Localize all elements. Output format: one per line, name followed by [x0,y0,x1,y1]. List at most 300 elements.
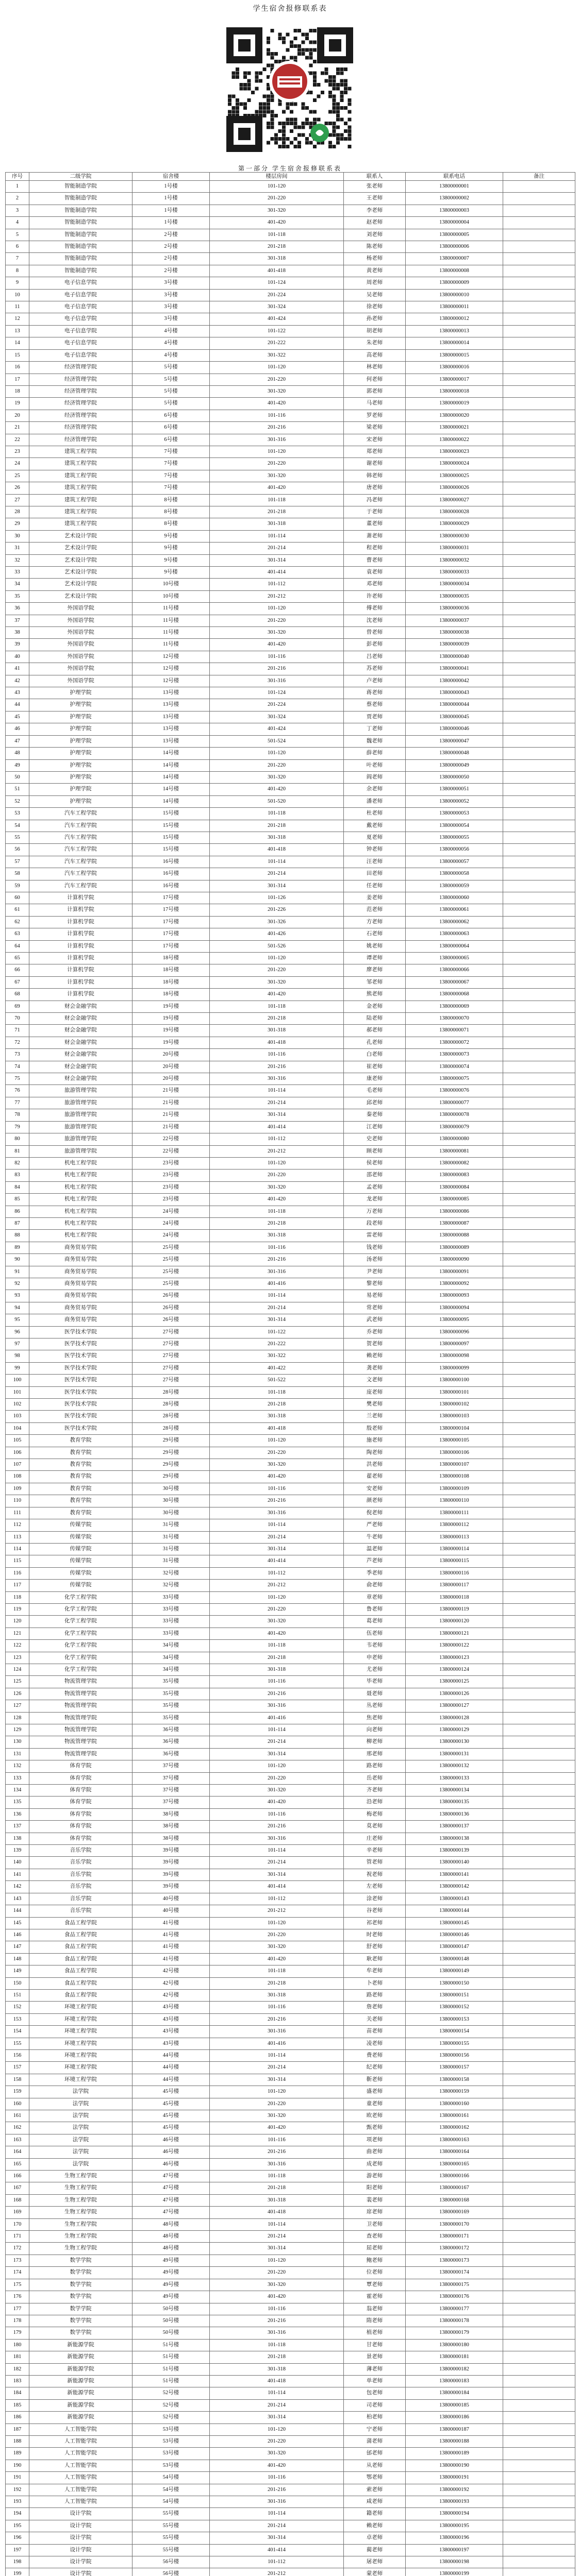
table-cell: 54号楼 [132,2484,210,2496]
table-cell: 13800000061 [406,904,503,916]
table-cell: 501-520 [210,795,344,807]
table-cell [503,2013,575,2025]
table-row [6,1845,575,1857]
table-cell: 电子信息学院 [29,301,132,313]
table-cell: 9 [6,277,29,289]
table-row [6,2315,575,2327]
table-cell: 5号楼 [132,398,210,410]
table-cell: 13800000078 [406,1109,503,1121]
table-cell: 201-216 [210,663,344,675]
qr-code-icon[interactable] [224,25,356,155]
table-cell: 90 [6,1254,29,1266]
table-cell: 13800000001 [406,181,503,193]
table-cell: 化学工程学院 [29,1640,132,1652]
table-row [6,1567,575,1579]
table-cell: 201-214 [210,1531,344,1543]
table-cell: 143 [6,1893,29,1905]
table-cell: 13800000116 [406,1567,503,1579]
table-cell: 21号楼 [132,1109,210,1121]
table-cell: 13800000083 [406,1170,503,1181]
table-cell: 120 [6,1616,29,1628]
table-row [6,2182,575,2194]
table-cell: 101-114 [210,530,344,542]
table-cell: 6号楼 [132,410,210,421]
table-cell: 13800000129 [406,1724,503,1736]
table-cell: 数学学院 [29,2327,132,2339]
table-cell [503,494,575,506]
table-cell: 101-118 [210,1206,344,1217]
table-cell: 护理学院 [29,735,132,747]
table-cell: 32号楼 [132,1580,210,1591]
table-cell [503,1206,575,1217]
table-cell: 计算机学院 [29,964,132,976]
table-cell [503,1797,575,1808]
table-cell: 13800000167 [406,2182,503,2194]
table-cell: 医学技术学院 [29,1422,132,1434]
table-cell: 程老师 [344,543,406,554]
table-cell: 13800000054 [406,820,503,832]
table-row [6,1302,575,1314]
table-row [6,844,575,856]
table-cell [503,1893,575,1905]
table-cell [503,1181,575,1193]
table-cell: 体育学院 [29,1785,132,1797]
table-cell: 13800000034 [406,579,503,590]
table-cell [503,1821,575,1833]
table-cell: 36号楼 [132,1724,210,1736]
table-cell: 64 [6,940,29,952]
table-cell: 17号楼 [132,904,210,916]
table-cell: 401-420 [210,1194,344,1206]
table-cell: 郑老师 [344,446,406,457]
table-cell: 401-420 [210,2122,344,2134]
table-cell: 201-220 [210,1929,344,1941]
table-cell: 兰老师 [344,1411,406,1422]
table-cell: 301-318 [210,1989,344,2001]
table-cell [503,349,575,361]
table-cell: 食品工程学院 [29,1941,132,1953]
table-cell: 106 [6,1447,29,1459]
table-cell: 88 [6,1230,29,1242]
table-cell [503,1700,575,1712]
table-cell [503,2544,575,2556]
table-cell: 人工智能学院 [29,2424,132,2435]
table-cell: 计算机学院 [29,976,132,988]
table-cell: 48 [6,748,29,759]
table-cell: 13800000134 [406,1785,503,1797]
table-row [6,1411,575,1422]
table-cell: 201-214 [210,1097,344,1109]
table-cell: 50号楼 [132,2303,210,2315]
table-cell: 13800000092 [406,1278,503,1290]
table-row [6,1266,575,1278]
table-cell: 商务贸易学院 [29,1290,132,1302]
table-cell: 51号楼 [132,2375,210,2387]
table-cell [503,1459,575,1471]
table-cell: 31号楼 [132,1555,210,1567]
table-cell: 数学学院 [29,2315,132,2327]
table-cell [503,1157,575,1169]
table-cell: 物流管理学院 [29,1712,132,1724]
table-cell: 教育学院 [29,1471,132,1483]
table-cell [503,1013,575,1025]
table-cell: 艺术设计学院 [29,567,132,579]
table-cell [503,362,575,374]
table-cell: 121 [6,1628,29,1639]
table-row [6,1157,575,1169]
table-row [6,518,575,530]
table-cell: 13800000130 [406,1736,503,1748]
table-cell: 111 [6,1507,29,1519]
table-cell: 席老师 [344,2207,406,2218]
table-cell: 汽车工程学院 [29,832,132,843]
table-cell: 新能源学院 [29,2375,132,2387]
table-cell: 13800000103 [406,1411,503,1422]
table-row [6,2231,575,2243]
table-row [6,603,575,615]
table-cell: 13800000109 [406,1483,503,1495]
table-cell: 沿老师 [344,1797,406,1808]
table-cell: 13800000016 [406,362,503,374]
table-cell: 401-416 [210,1278,344,1290]
table-cell [503,325,575,337]
table-cell: 13800000069 [406,1001,503,1012]
table-cell: 13800000176 [406,2291,503,2303]
table-cell: 301-320 [210,1459,344,1471]
table-row [6,1278,575,1290]
table-cell: 301-320 [210,771,344,783]
table-row [6,964,575,976]
table-cell [503,916,575,928]
table-row [6,675,575,687]
table-cell: 301-316 [210,2026,344,2038]
table-cell: 52号楼 [132,2412,210,2424]
table-cell: 79 [6,1121,29,1133]
table-cell: 余老师 [344,784,406,795]
table-cell: 101-122 [210,325,344,337]
table-cell: 201-220 [210,458,344,470]
table-cell: 6 [6,241,29,253]
table-cell: 1号楼 [132,181,210,193]
table-cell: 194 [6,2508,29,2520]
table-cell: 37号楼 [132,1785,210,1797]
table-cell: 53号楼 [132,2435,210,2447]
table-cell: 音乐学院 [29,1905,132,1917]
table-cell: 3号楼 [132,289,210,301]
table-cell: 项老师 [344,2134,406,2146]
table-cell: 旅游管理学院 [29,1121,132,1133]
table-cell: 13800000010 [406,289,503,301]
table-cell: 301-316 [210,1266,344,1278]
table-cell: 11号楼 [132,627,210,639]
table-cell: 13800000171 [406,2231,503,2243]
table-cell: 52号楼 [132,2387,210,2399]
table-cell: 201-216 [210,2484,344,2496]
table-cell: 蒲老师 [344,2435,406,2447]
table-cell: 旅游管理学院 [29,1145,132,1157]
table-row [6,1314,575,1326]
table-cell: 23号楼 [132,1170,210,1181]
table-row [6,1206,575,1217]
table-cell: 曹老师 [344,554,406,566]
table-row [6,446,575,457]
table-cell: 朱老师 [344,337,406,349]
table-cell: 商务贸易学院 [29,1278,132,1290]
column-header: 备注 [503,173,575,181]
table-row [6,1170,575,1181]
table-cell: 21号楼 [132,1085,210,1097]
table-cell: 189 [6,2448,29,2460]
table-cell: 吴老师 [344,289,406,301]
table-row [6,2013,575,2025]
table-cell: 101-114 [210,856,344,868]
table-cell: 食品工程学院 [29,1917,132,1929]
table-cell: 501-522 [210,1375,344,1386]
table-cell: 智能制造学院 [29,265,132,277]
table-cell [503,976,575,988]
table-cell: 环境工程学院 [29,2062,132,2074]
table-cell: 路老师 [344,1989,406,2001]
table-cell [503,1097,575,1109]
table-cell: 55 [6,832,29,843]
table-row [6,1375,575,1386]
table-cell: 新能源学院 [29,2339,132,2351]
table-cell: 301-314 [210,2412,344,2424]
table-cell: 401-420 [210,1628,344,1639]
table-cell: 27号楼 [132,1375,210,1386]
table-row [6,2544,575,2556]
table-cell: 13800000055 [406,832,503,843]
table-row [6,1893,575,1905]
table-cell: 36 [6,603,29,615]
table-cell [503,795,575,807]
table-cell: 13800000081 [406,1145,503,1157]
table-cell: 201-220 [210,1772,344,1784]
table-cell: 16号楼 [132,880,210,892]
table-cell [503,2375,575,2387]
table-cell: 104 [6,1422,29,1434]
table-cell: 13800000118 [406,1591,503,1603]
table-cell: 51号楼 [132,2363,210,2375]
table-cell: 汽车工程学院 [29,856,132,868]
table-cell: 13800000039 [406,639,503,651]
table-cell [503,904,575,916]
table-cell: 33 [6,567,29,579]
table-cell: 文老师 [344,1375,406,1386]
table-cell: 从老师 [344,2460,406,2471]
table-cell: 57 [6,856,29,868]
table-row [6,1085,575,1097]
table-cell: 屈老师 [344,2243,406,2255]
table-cell: 13800000035 [406,590,503,602]
table-cell: 万老师 [344,1206,406,1217]
table-cell: 141 [6,1869,29,1880]
table-row [6,1797,575,1808]
table-cell: 40号楼 [132,1893,210,1905]
table-cell: 陶老师 [344,1447,406,1459]
table-cell: 申老师 [344,1652,406,1664]
table-cell: 47号楼 [132,2182,210,2194]
table-cell: 食品工程学院 [29,1929,132,1941]
table-row [6,1362,575,1374]
table-row [6,2412,575,2424]
table-row [6,1591,575,1603]
table-row [6,313,575,325]
table-cell: 魏老师 [344,735,406,747]
column-header: 联系电话 [406,173,503,181]
table-row [6,1495,575,1507]
table-cell: 178 [6,2315,29,2327]
table-cell: 401-420 [210,1797,344,1808]
table-cell: 401-420 [210,1471,344,1483]
table-cell: 13800000153 [406,2013,503,2025]
table-cell: 13800000137 [406,1821,503,1833]
table-cell: 101-120 [210,362,344,374]
table-cell: 201-220 [210,1447,344,1459]
section1-table [5,172,575,2576]
table-row [6,771,575,783]
table-cell: 屠老师 [344,2556,406,2568]
table-cell: 301-318 [210,832,344,843]
table-cell [503,2520,575,2532]
table-cell [503,964,575,976]
table-cell: 33号楼 [132,1628,210,1639]
table-cell: 32 [6,554,29,566]
table-cell: 19 [6,398,29,410]
table-cell: 齐老师 [344,1785,406,1797]
table-cell: 1号楼 [132,205,210,216]
table-cell: 秦老师 [344,1109,406,1121]
table-cell: 14号楼 [132,771,210,783]
table-cell: 涂老师 [344,1893,406,1905]
table-cell: 101-116 [210,2303,344,2315]
table-cell: 401-416 [210,1712,344,1724]
table-cell: 48号楼 [132,2243,210,2255]
table-cell: 78 [6,1109,29,1121]
table-cell: 13800000166 [406,2171,503,2182]
table-cell: 16号楼 [132,868,210,880]
table-cell: 护理学院 [29,687,132,699]
table-cell: 401-422 [210,1362,344,1374]
table-cell: 经济管理学院 [29,422,132,434]
table-cell: 155 [6,2038,29,2049]
table-cell: 梅老师 [344,1808,406,1820]
table-cell [503,2086,575,2098]
table-cell: 食品工程学院 [29,1965,132,1977]
table-cell: 26号楼 [132,1302,210,1314]
table-cell: 34号楼 [132,1640,210,1652]
table-row [6,2435,575,2447]
table-cell: 7号楼 [132,482,210,494]
table-cell [503,2110,575,2122]
table-cell: 9号楼 [132,543,210,554]
table-cell: 161 [6,2110,29,2122]
table-cell: 13800000050 [406,771,503,783]
table-row [6,2303,575,2315]
table-cell: 体育学院 [29,1833,132,1844]
table-cell [503,1049,575,1061]
table-cell: 13号楼 [132,723,210,735]
table-cell: 13800000183 [406,2375,503,2387]
table-cell [503,2267,575,2279]
table-cell: 13800000075 [406,1073,503,1085]
table-cell: 401-414 [210,1555,344,1567]
table-cell: 201-220 [210,1170,344,1181]
table-cell: 阳老师 [344,2182,406,2194]
table-cell: 13800000195 [406,2520,503,2532]
table-cell: 71 [6,1025,29,1037]
table-cell: 13800000185 [406,2399,503,2411]
table-cell: 设计学院 [29,2556,132,2568]
table-cell [503,385,575,397]
table-cell: 13800000173 [406,2255,503,2266]
table-cell: 123 [6,1652,29,1664]
table-row [6,1821,575,1833]
table-cell: 机电工程学院 [29,1157,132,1169]
table-cell: 13800000013 [406,325,503,337]
table-cell: 199 [6,2568,29,2576]
table-cell: 101-112 [210,579,344,590]
table-cell: 13800000194 [406,2508,503,2520]
table-cell: 13800000080 [406,1133,503,1145]
table-cell: 童老师 [344,2098,406,2110]
table-cell: 37号楼 [132,1760,210,1772]
table-row [6,1037,575,1048]
table-cell: 201-220 [210,193,344,205]
table-cell: 蒋老师 [344,687,406,699]
table-cell: 201-216 [210,2146,344,2158]
table-cell: 69 [6,1001,29,1012]
table-cell: 11号楼 [132,639,210,651]
table-cell: 188 [6,2435,29,2447]
table-cell: 301-316 [210,675,344,687]
table-cell: 181 [6,2351,29,2363]
table-cell: 13800000088 [406,1230,503,1242]
table-cell: 13800000059 [406,880,503,892]
table-cell [503,735,575,747]
table-cell: 倪老师 [344,1507,406,1519]
table-cell: 201-222 [210,1338,344,1350]
table-cell: 鲍老师 [344,2255,406,2266]
table-cell: 45 [6,711,29,723]
table-cell: 13800000067 [406,976,503,988]
table-cell [503,2424,575,2435]
table-cell: 101-114 [210,2049,344,2061]
table-cell: 生物工程学院 [29,2194,132,2206]
table-cell: 33号楼 [132,1591,210,1603]
table-cell: 101-114 [210,2218,344,2230]
table-cell: 13800000020 [406,410,503,421]
table-cell: 数学学院 [29,2267,132,2279]
table-cell: 22 [6,434,29,446]
table-cell [503,1603,575,1615]
table-cell: 187 [6,2424,29,2435]
table-cell [503,2255,575,2266]
table-cell: 4号楼 [132,325,210,337]
table-cell: 201-218 [210,1399,344,1411]
table-cell: 49号楼 [132,2279,210,2291]
table-cell: 法学院 [29,2086,132,2098]
table-cell: 祝老师 [344,1869,406,1880]
table-cell: 卢老师 [344,675,406,687]
table-cell: 301-318 [210,1230,344,1242]
table-cell: 外国语学院 [29,627,132,639]
table-row [6,193,575,205]
table-cell: 82 [6,1157,29,1169]
table-row [6,1580,575,1591]
table-cell: 182 [6,2363,29,2375]
table-cell: 13800000128 [406,1712,503,1724]
